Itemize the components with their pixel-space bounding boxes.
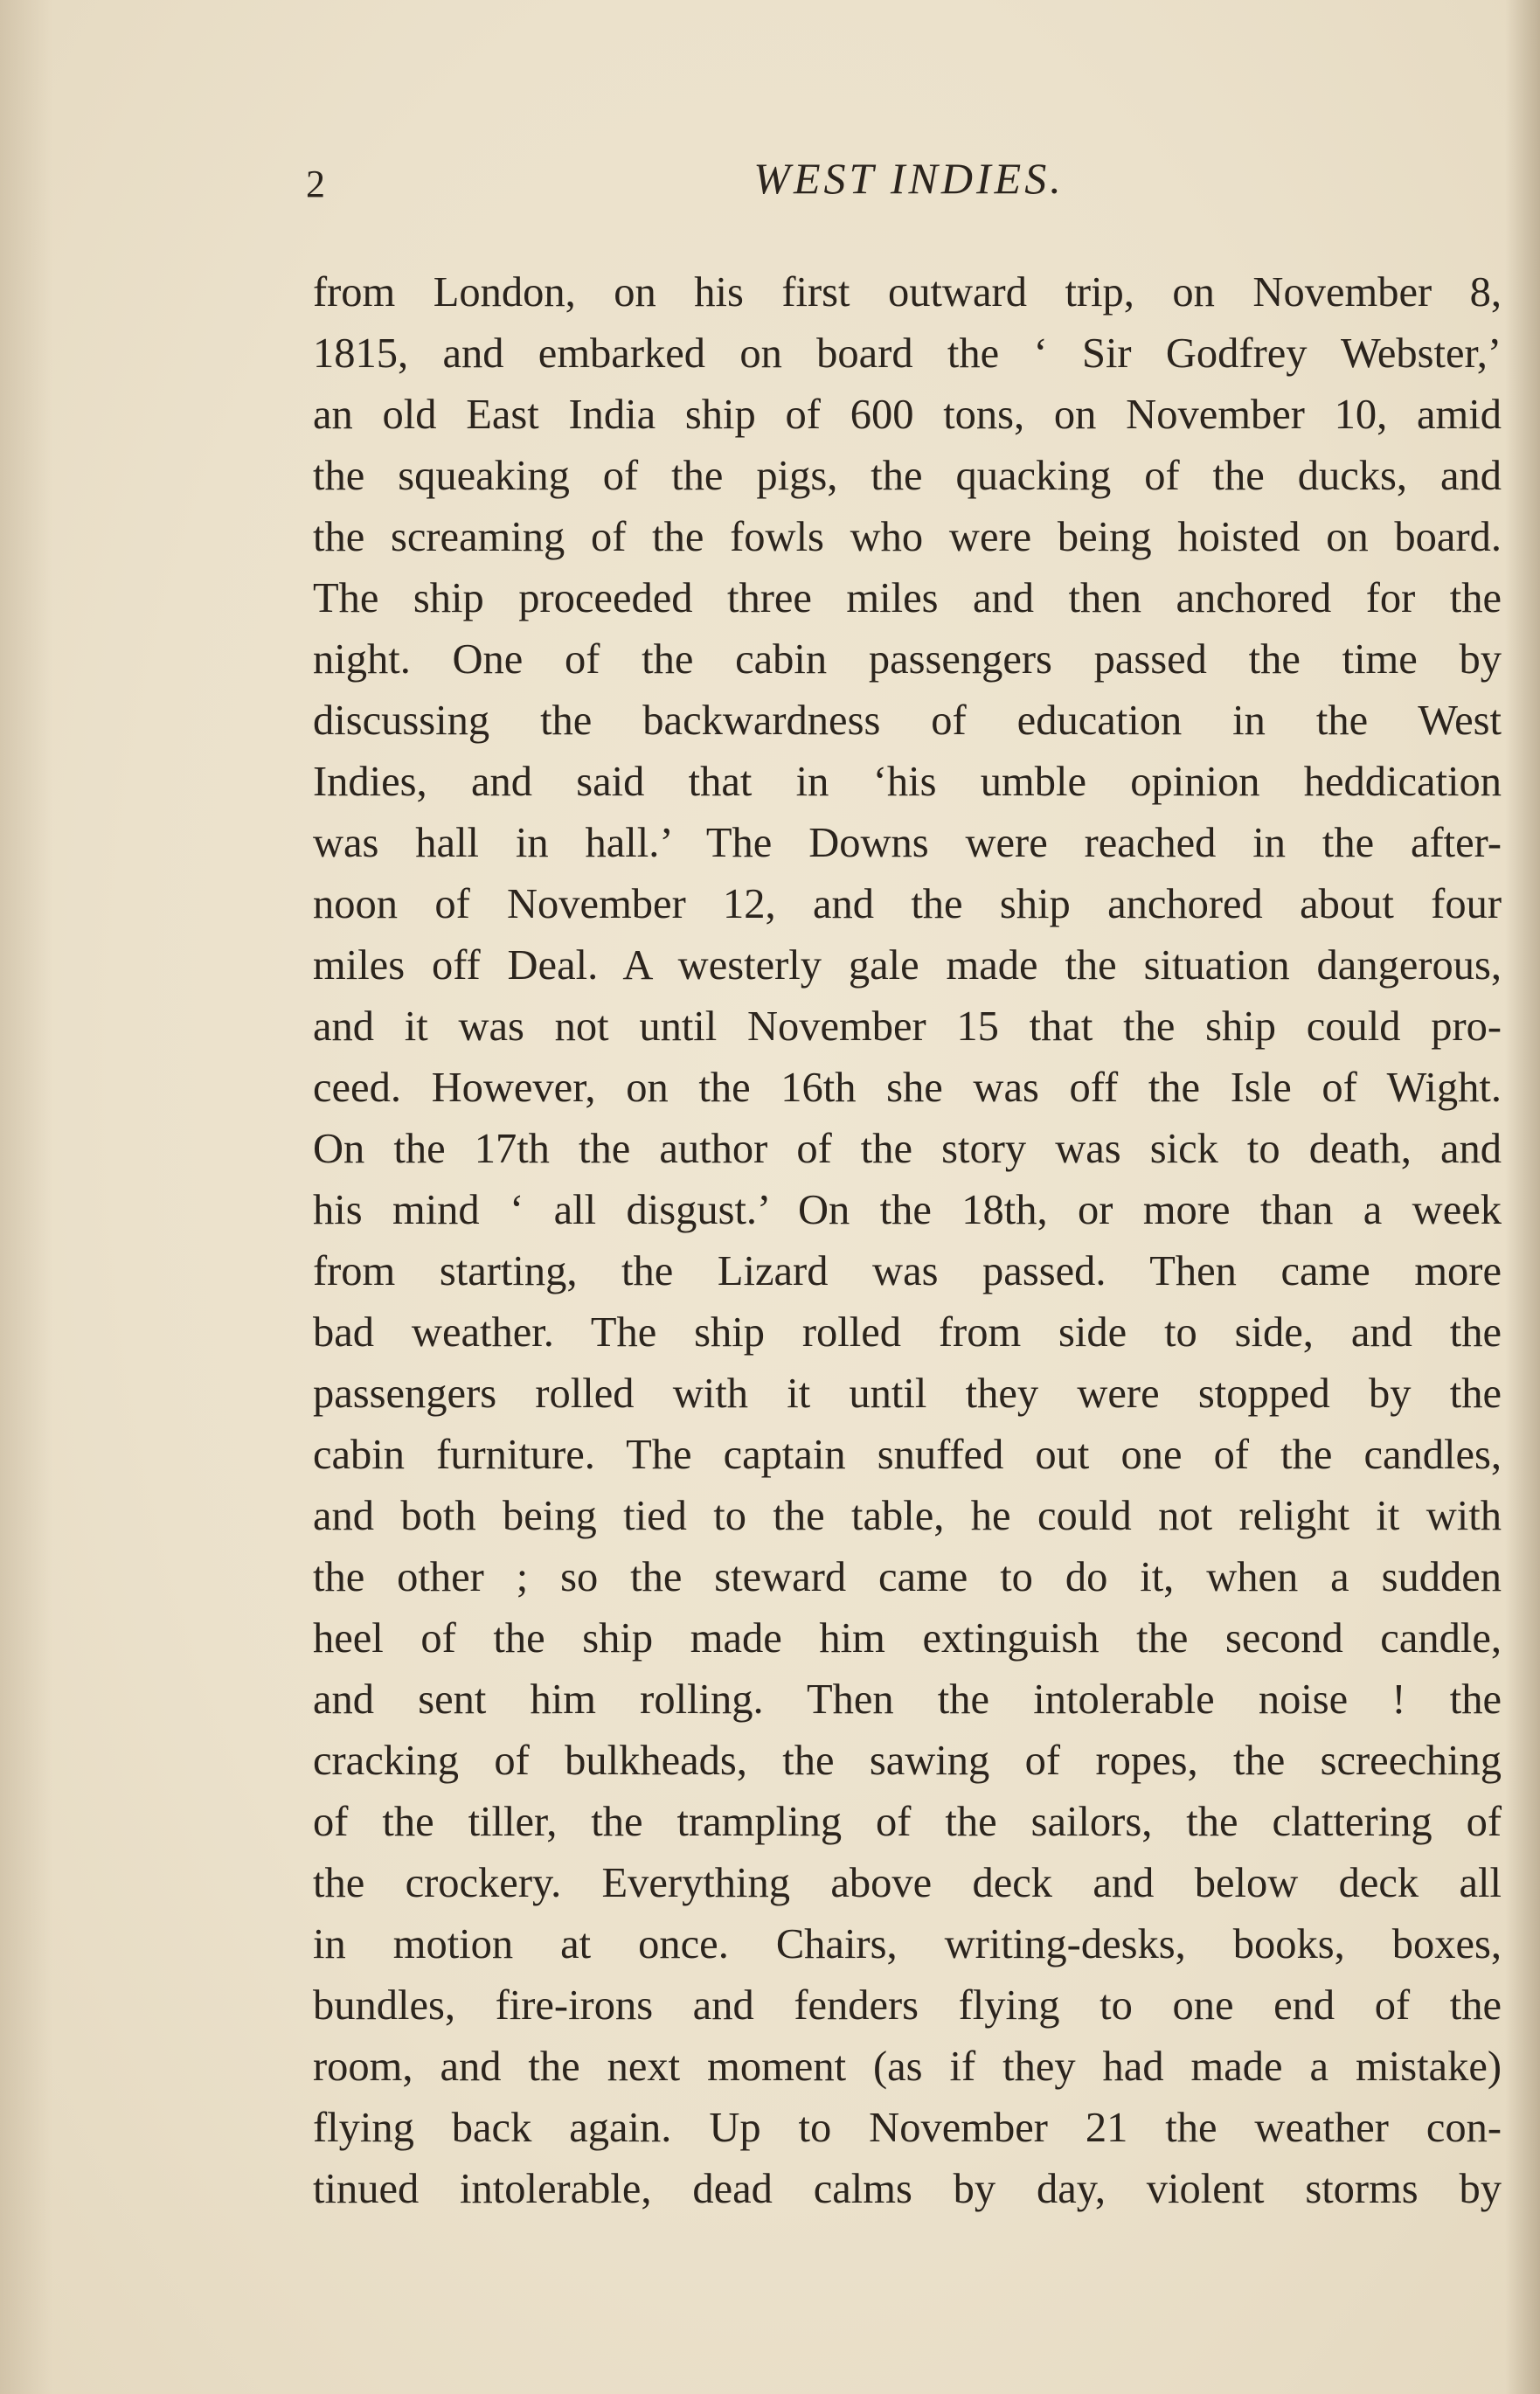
text-line: discussing the backwardness of education in the West	[313, 697, 1502, 744]
running-title: WEST INDIES.	[753, 154, 1065, 203]
page-number: 2	[306, 163, 326, 205]
text-line: was hall in hall.’ The Downs were reached in the after-	[313, 820, 1502, 866]
page-edge-shadow	[1505, 0, 1540, 2394]
text-line: Indies, and said that in ‘his umble opinion heddication	[313, 759, 1502, 805]
text-line: an old East India ship of 600 tons, on November 10, amid	[313, 392, 1502, 438]
body-text	[313, 262, 1502, 2220]
text-line: passengers rolled with it until they were stopped by the	[313, 1370, 1502, 1417]
text-line: room, and the next moment (as if they had made a mistake)	[313, 2044, 1502, 2090]
text-line: and it was not until November 15 that the ship could pro-	[313, 1003, 1502, 1050]
text-line: in motion at once. Chairs, writing-desks, books, boxes,	[313, 1921, 1502, 1967]
text-line: bad weather. The ship rolled from side to side, and the	[313, 1309, 1502, 1356]
text-line: flying back again. Up to November 21 the weather con-	[313, 2105, 1502, 2151]
text-line: the crockery. Everything above deck and below deck all	[313, 1860, 1502, 1906]
text-line: bundles, fire-irons and fenders flying to one end of the	[313, 1982, 1502, 2029]
text-line: 1815, and embarked on board the ‘ Sir Godfrey Webster,’	[313, 330, 1502, 377]
text-line: from starting, the Lizard was passed. Then came more	[313, 1248, 1502, 1294]
text-line: cracking of bulkheads, the sawing of ropes, the screeching	[313, 1738, 1502, 1784]
text-line: On the 17th the author of the story was sick to death, and	[313, 1126, 1502, 1172]
text-line: heel of the ship made him extinguish the second candle,	[313, 1615, 1502, 1662]
text-line: and both being tied to the table, he could not relight it with	[313, 1493, 1502, 1539]
text-line: noon of November 12, and the ship anchored about four	[313, 881, 1502, 927]
text-line: his mind ‘ all disgust.’ On the 18th, or more than a week	[313, 1187, 1502, 1233]
text-line: The ship proceeded three miles and then anchored for the	[313, 575, 1502, 621]
text-line: cabin furniture. The captain snuffed out one of the candles,	[313, 1432, 1502, 1478]
page-header	[306, 153, 1512, 223]
text-line: from London, on his first outward trip, on November 8,	[313, 269, 1502, 316]
text-line: miles off Deal. A westerly gale made the situation dangerous,	[313, 942, 1502, 989]
text-line: of the tiller, the trampling of the sailors, the clattering of	[313, 1799, 1502, 1845]
text-line: night. One of the cabin passengers passed the time by	[313, 636, 1502, 683]
text-line: the squeaking of the pigs, the quacking of the ducks, and	[313, 453, 1502, 499]
text-line: ceed. However, on the 16th she was off the Isle of Wight.	[313, 1065, 1502, 1111]
page-gutter-shadow	[0, 0, 52, 2394]
text-line: the screaming of the fowls who were being hoisted on board.	[313, 514, 1502, 560]
text-line: and sent him rolling. Then the intolerable noise ! the	[313, 1676, 1502, 1723]
text-line: tinued intolerable, dead calms by day, violent storms by	[313, 2166, 1502, 2212]
text-line: the other ; so the steward came to do it, when a sudden	[313, 1554, 1502, 1600]
